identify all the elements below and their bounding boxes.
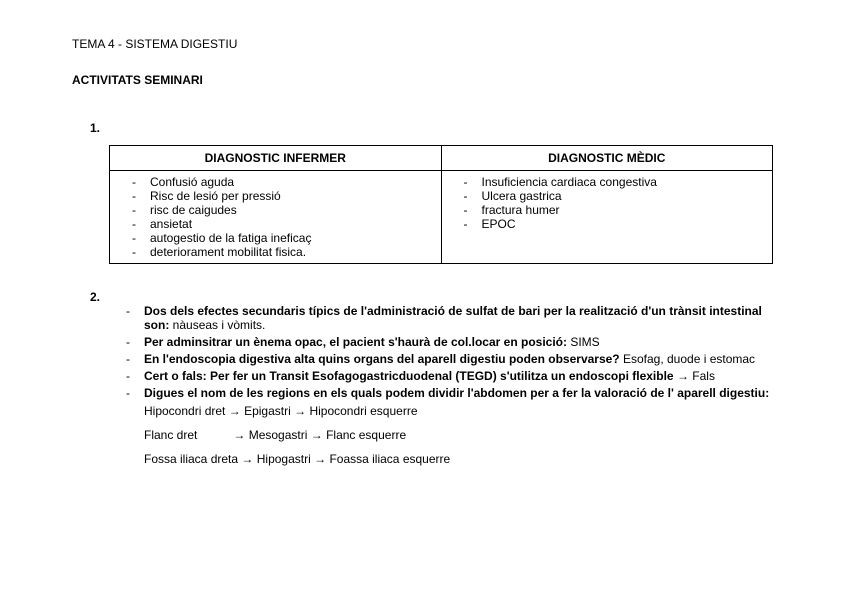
list-item: - risc de caigudes bbox=[110, 203, 441, 217]
question-item bbox=[126, 369, 786, 383]
question-item bbox=[126, 352, 786, 366]
col-header-infermer: DIAGNOSTIC INFERMER bbox=[110, 146, 442, 171]
list-item: - EPOC bbox=[442, 217, 773, 231]
answer-text: Esofag, duode i estomac bbox=[619, 352, 756, 366]
answer-text: → Fals bbox=[673, 369, 715, 383]
region-left: Hipocondri dret bbox=[144, 404, 226, 418]
arrow: → bbox=[233, 428, 246, 442]
list-item: - fractura humer bbox=[442, 203, 773, 217]
region-right: Foassa iliaca esquerre bbox=[329, 452, 451, 466]
section-2-number: 2. bbox=[90, 290, 101, 304]
list-item: - Risc de lesió per pressió bbox=[110, 189, 441, 203]
list-item: - ansietat bbox=[110, 217, 441, 231]
questions-list bbox=[126, 304, 786, 403]
question-text: Digues el nom de les regions en els quals podem dividir l'abdomen per a fer la valoració de l' aparell digestiu: bbox=[144, 386, 770, 400]
region-row bbox=[144, 428, 406, 442]
question-text: Cert o fals: Per fer un Transit Esofagogastricduodenal (TEGD) s'utilitza un endoscopi flexible bbox=[144, 369, 674, 383]
document-subtitle: ACTIVITATS SEMINARI bbox=[72, 73, 203, 87]
arrow: → bbox=[228, 404, 241, 418]
bullet: - bbox=[126, 335, 130, 349]
question-item bbox=[126, 304, 786, 332]
list-item: - Confusió aguda bbox=[110, 175, 441, 189]
region-row bbox=[144, 404, 418, 418]
bullet: - bbox=[126, 352, 130, 366]
question-item bbox=[126, 386, 786, 400]
section-1-number: 1. bbox=[90, 121, 101, 135]
bullet: - bbox=[126, 386, 130, 400]
arrow: → bbox=[310, 428, 323, 442]
question-text: En l'endoscopia digestiva alta quins organs del aparell digestiu poden observarse? bbox=[144, 352, 620, 366]
region-left: Flanc dret bbox=[144, 428, 198, 442]
region-right: Flanc esquerre bbox=[326, 428, 407, 442]
arrow: → bbox=[314, 452, 327, 466]
question-item bbox=[126, 335, 786, 349]
region-right: Hipocondri esquerre bbox=[309, 404, 418, 418]
bullet: - bbox=[126, 304, 130, 318]
answer-text: SIMS bbox=[567, 335, 600, 349]
answer-text: nàuseas i vòmits. bbox=[169, 318, 266, 332]
region-left: Fossa iliaca dreta bbox=[144, 452, 239, 466]
cell-infermer bbox=[110, 171, 442, 264]
diagnostic-table bbox=[109, 145, 773, 264]
list-item: - autogestio de la fatiga ineficaç bbox=[110, 231, 441, 245]
col-header-medic: DIAGNOSTIC MÈDIC bbox=[441, 146, 773, 171]
region-middle: Mesogastri bbox=[248, 428, 308, 442]
infermer-list bbox=[110, 175, 441, 259]
region-row bbox=[144, 452, 450, 466]
list-item: - Ulcera gastrica bbox=[442, 189, 773, 203]
arrow: → bbox=[241, 452, 254, 466]
question-text: Per adminsitrar un ènema opac, el pacient s'haurà de col.locar en posició: bbox=[144, 335, 567, 349]
region-middle: Epigastri bbox=[244, 404, 291, 418]
list-item: - Insuficiencia cardiaca congestiva bbox=[442, 175, 773, 189]
region-middle: Hipogastri bbox=[256, 452, 311, 466]
bullet: - bbox=[126, 369, 130, 383]
arrow: → bbox=[294, 404, 307, 418]
cell-medic bbox=[441, 171, 773, 264]
question-text: Dos dels efectes secundaris típics de l'administració de sulfat de bari per la realització d'un trànsit intestinal son: bbox=[144, 304, 762, 332]
medic-list bbox=[442, 175, 773, 231]
document-title: TEMA 4 - SISTEMA DIGESTIU bbox=[72, 37, 238, 51]
list-item: - deteriorament mobilitat fisica. bbox=[110, 245, 441, 259]
